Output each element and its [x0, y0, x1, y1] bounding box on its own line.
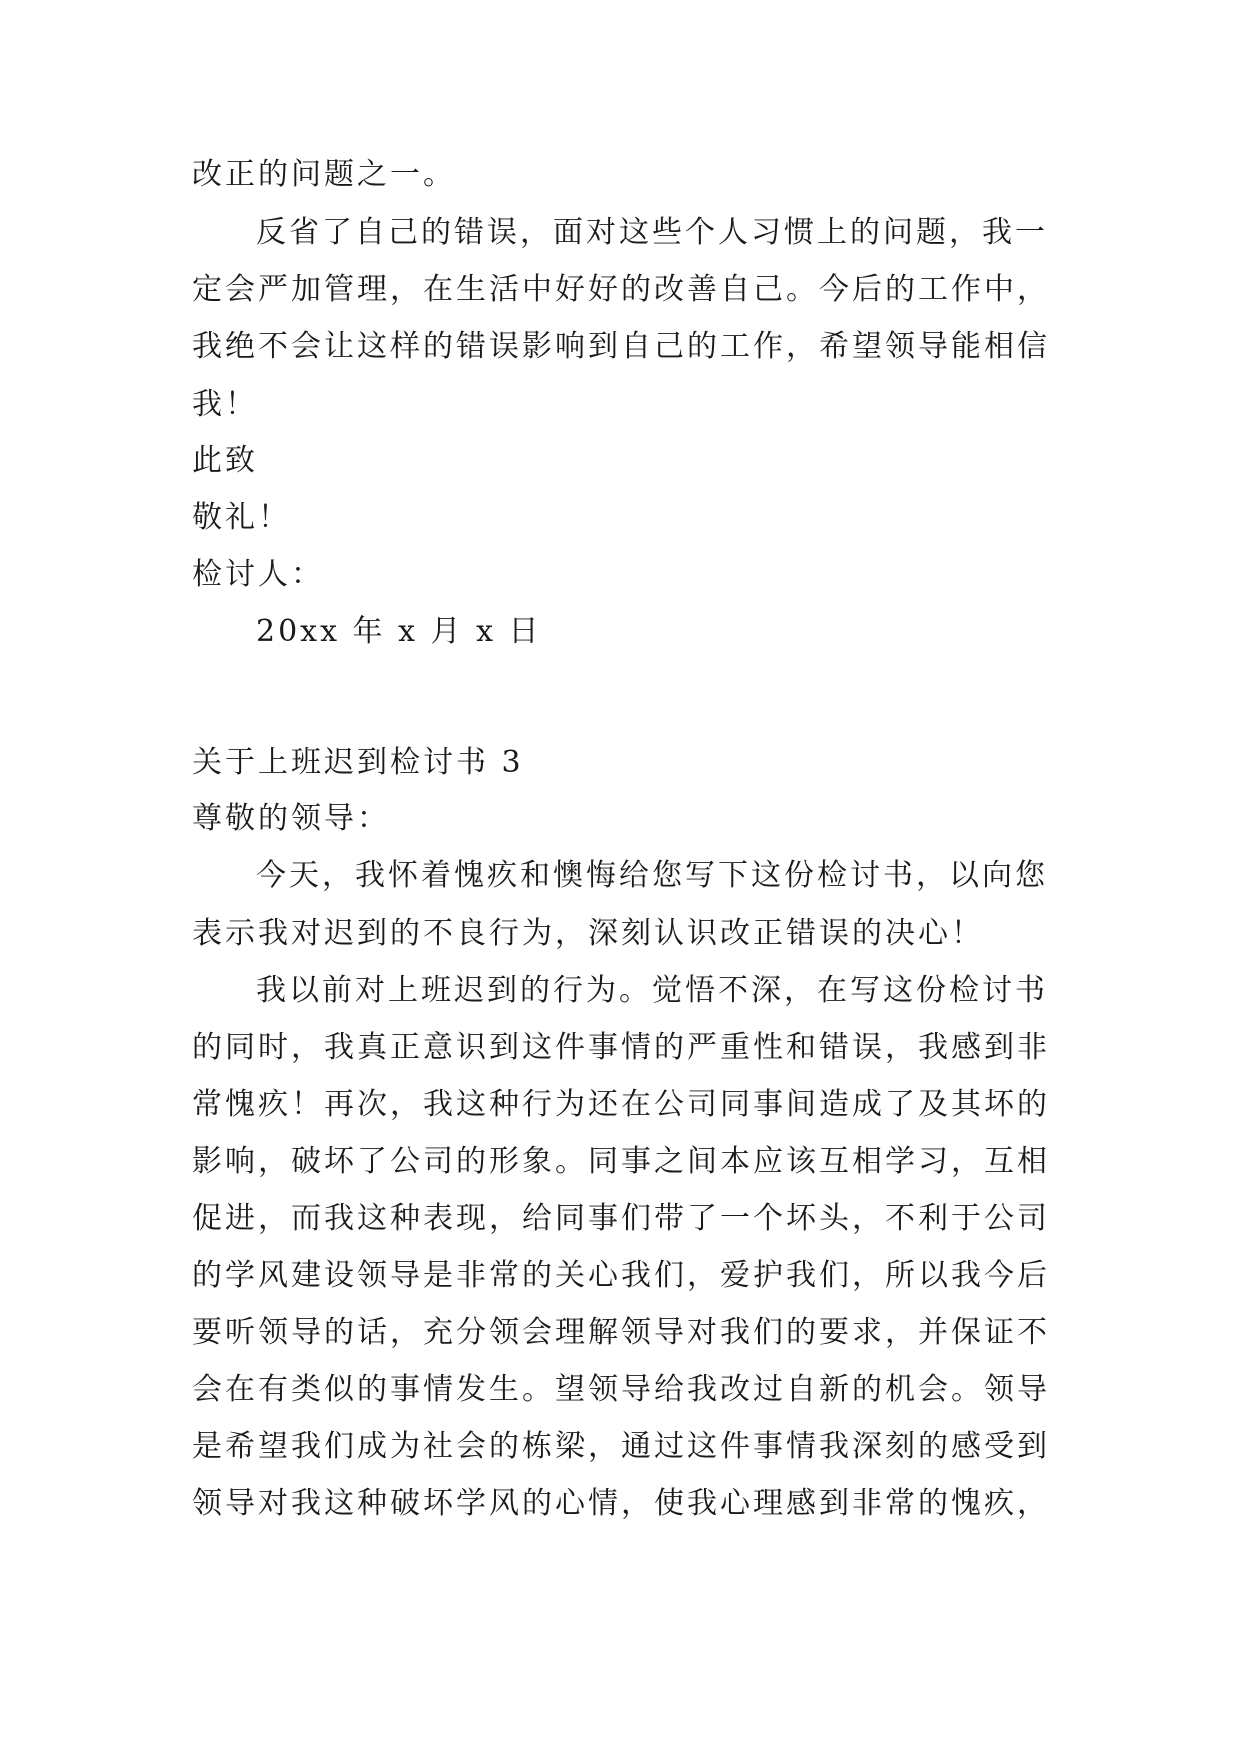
text-line: 影响，破坏了公司的形象。同事之间本应该互相学习，互相 [192, 1144, 1050, 1179]
text-line: 是希望我们成为社会的栋梁，通过这件事情我深刻的感受到 [192, 1429, 1050, 1464]
text-line: 定会严加管理，在生活中好好的改善自己。今后的工作中， [192, 272, 1050, 307]
greeting-line: 尊敬的领导： [192, 801, 390, 836]
text-line: 改正的问题之一。 [192, 157, 456, 192]
salutation-line: 此致 [192, 443, 258, 478]
salutation-line: 敬礼！ [192, 500, 291, 535]
text-line: 我！ [192, 387, 258, 422]
text-line: 反省了自己的错误，面对这些个人习惯上的问题，我一 [256, 215, 1048, 250]
text-line: 我以前对上班迟到的行为。觉悟不深，在写这份检讨书 [256, 973, 1048, 1008]
text-line: 的同时，我真正意识到这件事情的严重性和错误，我感到非 [192, 1030, 1050, 1065]
text-line: 领导对我这种破坏学风的心情，使我心理感到非常的愧疚， [192, 1486, 1050, 1521]
text-line: 要听领导的话，充分领会理解领导对我们的要求，并保证不 [192, 1315, 1050, 1350]
section-title: 关于上班迟到检讨书 3 [192, 745, 524, 780]
text-line: 促进，而我这种表现，给同事们带了一个坏头，不利于公司 [192, 1201, 1050, 1236]
text-line: 会在有类似的事情发生。望领导给我改过自新的机会。领导 [192, 1372, 1050, 1407]
date-line: 20xx 年 x 月 x 日 [256, 614, 542, 649]
text-line: 我绝不会让这样的错误影响到自己的工作，希望领导能相信 [192, 329, 1050, 364]
text-line: 表示我对迟到的不良行为，深刻认识改正错误的决心！ [192, 916, 984, 951]
text-line: 常愧疚！再次，我这种行为还在公司同事间造成了及其坏的 [192, 1087, 1050, 1122]
text-line: 的学风建设领导是非常的关心我们，爱护我们，所以我今后 [192, 1258, 1050, 1293]
signature-label: 检讨人： [192, 557, 324, 592]
text-line: 今天，我怀着愧疚和懊悔给您写下这份检讨书，以向您 [256, 858, 1048, 893]
